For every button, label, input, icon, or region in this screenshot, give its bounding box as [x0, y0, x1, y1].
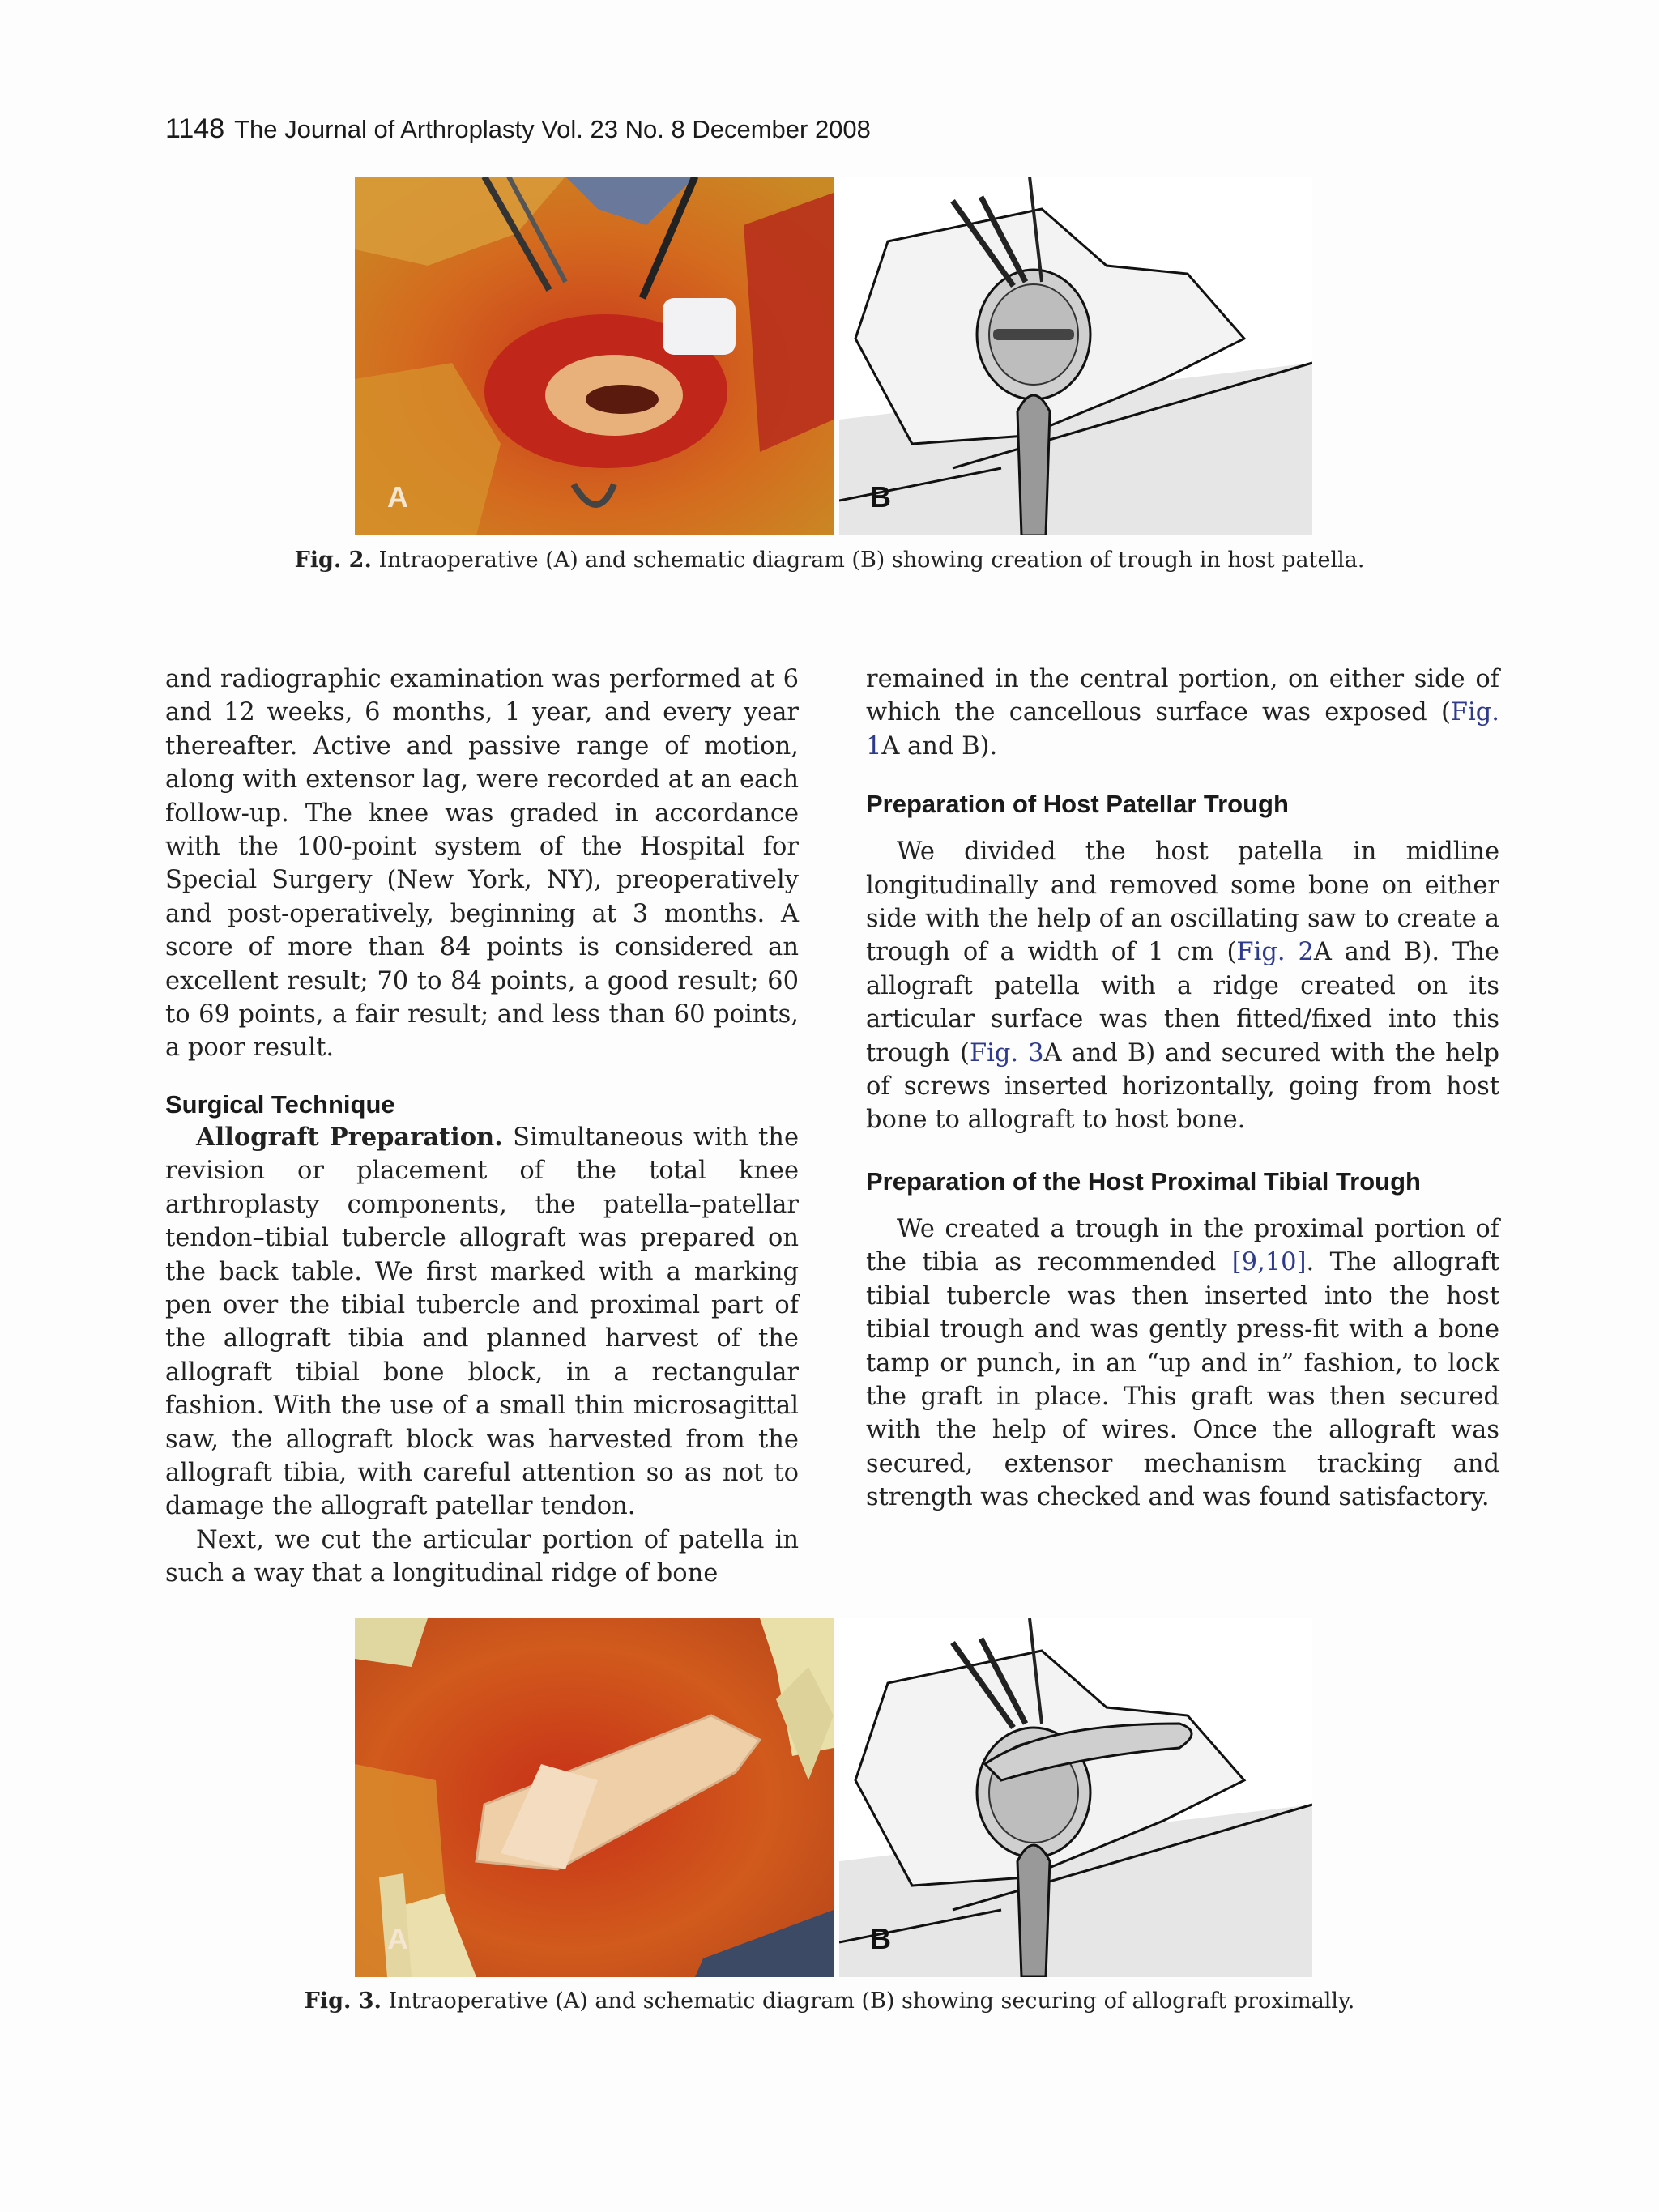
heading-host-proximal-tibial-trough: Preparation of the Host Proximal Tibial Trough: [866, 1166, 1421, 1196]
right-paragraph-1: [866, 663, 1499, 763]
figure-3-photo-a: [355, 1618, 834, 1977]
figure-3-caption: [0, 1988, 1659, 2014]
figure-2-caption-text: Intraoperative (A) and schematic diagram (B) showing creation of trough in host patella.: [371, 548, 1365, 573]
runin-allograft-preparation: Allograft Preparation.: [196, 1122, 503, 1152]
right-column: [866, 663, 1499, 1515]
right-paragraph-2-text-a: We divided the host patella in midline longitudinally and removed some bone on either side with the help of an oscillating saw to create a trough of a width of 1 cm (: [866, 837, 1499, 967]
figure-2-caption-label: Fig. 2.: [294, 548, 372, 573]
page-number: 1148: [165, 113, 225, 144]
fig-3-link[interactable]: Fig. 3: [969, 1038, 1044, 1068]
fig-1-link[interactable]: Fig. 1: [866, 698, 1499, 761]
figure-3-caption-label: Fig. 3.: [304, 1988, 382, 2014]
right-paragraph-1-text-a: remained in the central portion, on either side of which the cancellous surface was exposed (: [866, 665, 1499, 727]
figure-2-panel-b-label: B: [870, 480, 891, 514]
right-paragraph-3: [866, 1213, 1499, 1515]
running-header: [165, 113, 871, 145]
figure-3-panel-a-label: A: [387, 1922, 408, 1955]
figure-2-caption: [0, 548, 1659, 573]
fig-2-link[interactable]: Fig. 2: [1236, 938, 1314, 967]
figure-3-schematic-b: [839, 1618, 1312, 1977]
right-paragraph-3-text-b: . The allograft tibial tubercle was then inserted into the host tibial trough and was gently press-fit with a bone tamp or punch, in an “up and in” fashion, to lock the graft in place. This graft was then secured with the help of wires. Once the allograft was secured, extensor mechanism tracking and strength was checked and was found satisfactory.: [866, 1248, 1499, 1512]
heading-surgical-technique: Surgical Technique: [165, 1089, 395, 1119]
figure-3-caption-text: Intraoperative (A) and schematic diagram (B) showing securing of allograft proximally.: [381, 1988, 1355, 2014]
left-column: [165, 663, 799, 1591]
figure-2-photo-a: [355, 177, 834, 535]
left-paragraph-2-text: Simultaneous with the revision or placement of the total knee arthroplasty components, the patella–patellar tendon–tibial tubercle allograft was prepared on the back table. We first marked with a marking pen over the tibial tubercle and proximal part of the allograft tibia and planned harvest of the allograft tibial bone block, in a rectangular fashion. With the use of a small thin microsagittal saw, the allograft block was harvested from the allograft tibia, with careful attention so as not to damage the allograft patellar tendon.: [165, 1123, 799, 1521]
left-paragraph-2: [165, 1121, 799, 1524]
right-paragraph-2-text-c: A and B) and secured with the help of screws inserted horizontally, going from host bone to allograft to host bone.: [866, 1038, 1499, 1135]
heading-host-patellar-trough: Preparation of Host Patellar Trough: [866, 790, 1289, 819]
figure-2-panel-a-label: A: [387, 480, 408, 514]
figure-2-schematic-b: [839, 177, 1312, 535]
right-paragraph-2: [866, 835, 1499, 1137]
right-paragraph-3-text-a: We created a trough in the proximal portion of the tibia as recommended: [866, 1214, 1499, 1277]
reference-link[interactable]: [9,10]: [1231, 1248, 1307, 1277]
right-paragraph-2-text-b: A and B). The allograft patella with a ridge created on its articular surface was then fitted/fixed into this trough (: [866, 938, 1499, 1068]
left-paragraph-1: and radiographic examination was performed at 6 and 12 weeks, 6 months, 1 year, and every year thereafter. Active and passive range of motion, along with extensor lag, were recorded at an each follow-up. The knee was graded in accordance with the 100-point system of the Hospital for Special Surgery (New York, NY), preoperatively and post-operatively, beginning at 3 months. A score of more than 84 points is considered an excellent result; 70 to 84 points, a good result; 60 to 69 points, a fair result; and less than 60 points, a poor result.: [165, 665, 799, 1063]
left-paragraph-3: Next, we cut the articular portion of patella in such a way that a longitudinal ridge of bone: [165, 1525, 799, 1588]
figure-3-panel-b-label: B: [870, 1922, 891, 1955]
right-paragraph-1-text-b: A and B).: [881, 731, 998, 761]
journal-citation: The Journal of Arthroplasty Vol. 23 No. 8 December 2008: [234, 115, 871, 143]
